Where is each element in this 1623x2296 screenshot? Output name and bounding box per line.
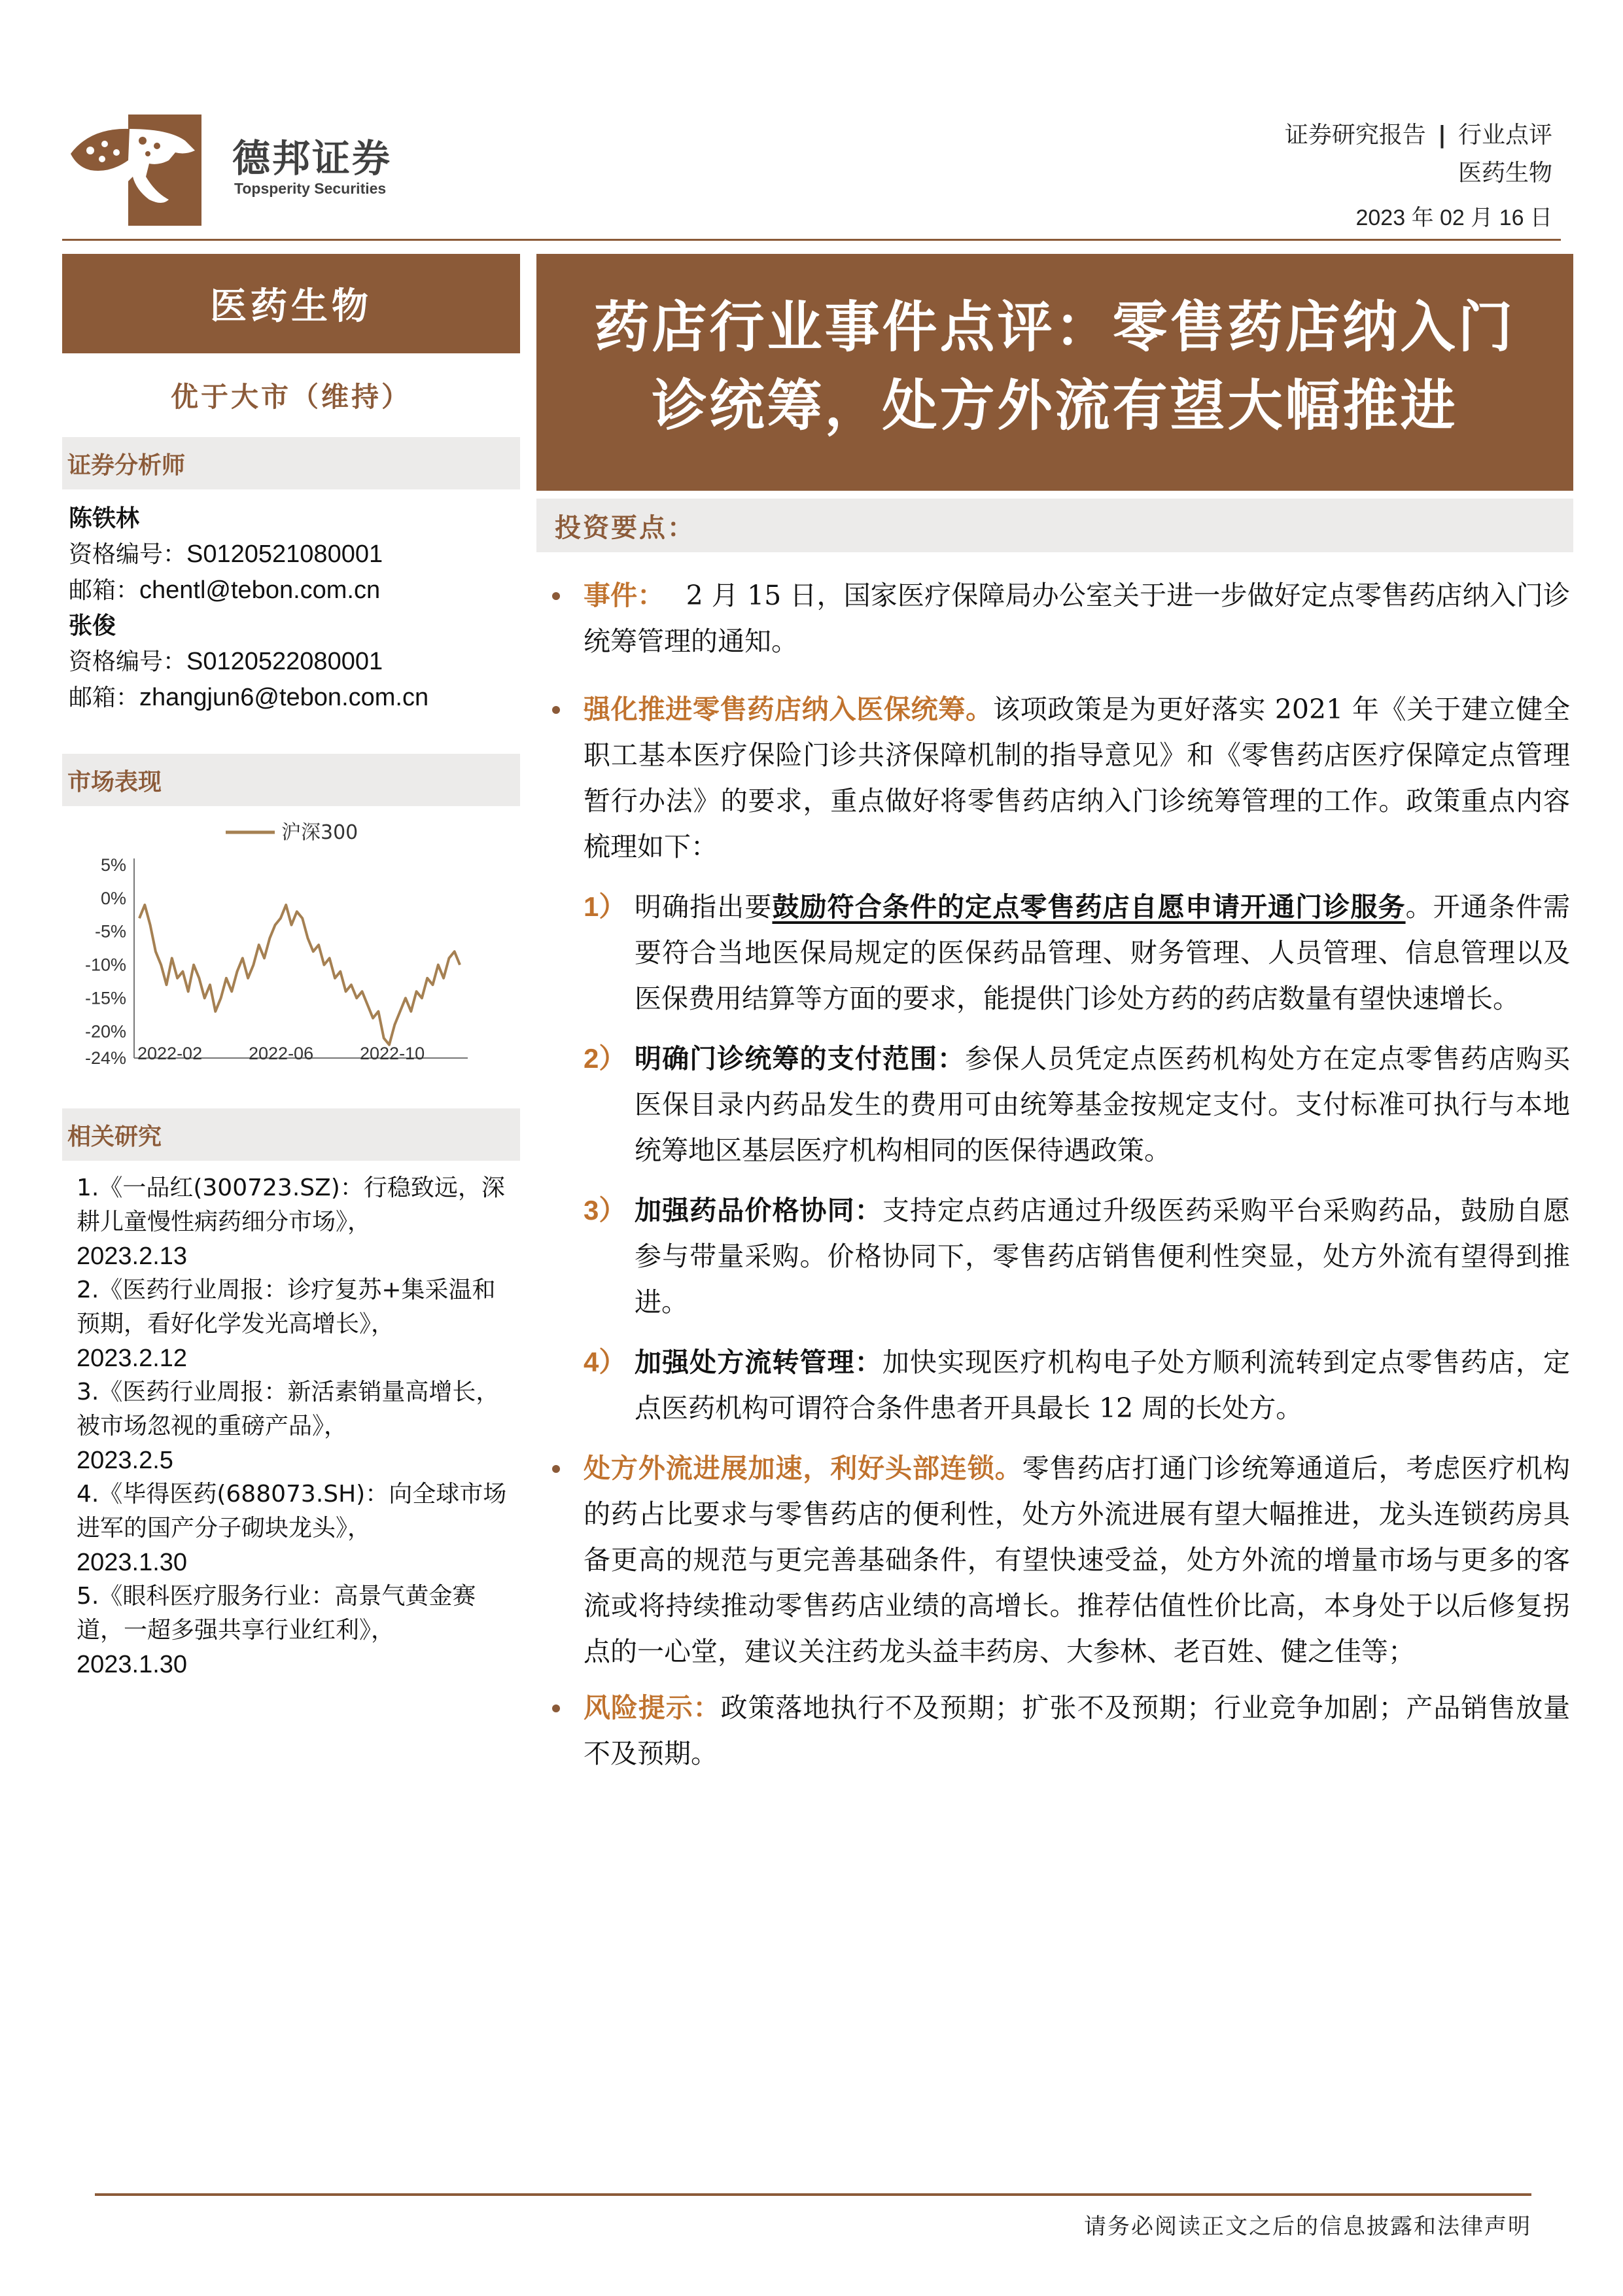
- chart-x-tick-label: 2022-02: [137, 1044, 203, 1063]
- outflow-paragraph: [543, 1445, 1570, 1674]
- email-label: 邮箱：: [69, 577, 140, 604]
- analyst-email: [69, 573, 520, 609]
- report-kind: 行业点评: [1457, 122, 1552, 149]
- report-date: 2023 年 02 月 16 日: [1355, 205, 1552, 230]
- analyst-cert: [69, 644, 520, 680]
- related-title: 2.《医药行业周报：诊疗复苏+集采温和预期，看好化学发光高增长》，: [77, 1277, 496, 1337]
- brand-name: 德邦证券: [232, 136, 393, 181]
- related-date: 2023.1.30: [77, 1549, 188, 1576]
- report-type: 证券研究报告: [1284, 122, 1426, 149]
- market-heading: 市场表现: [62, 754, 520, 806]
- point-text: 明确指出要: [635, 891, 773, 923]
- title-line-2: 诊统筹，处方外流有望大幅推进: [652, 373, 1458, 438]
- analyst-cert: [69, 537, 520, 573]
- point-text: 参保人员凭定点医药机构处方在定点零售药店购买医保目录内药品发生的费用可由统筹基金按规定支付。支付标准可执行与本地统筹地区基层医疗机构相同的医保待遇政策。: [635, 1043, 1571, 1166]
- point-heading: 加强药品价格协同：: [635, 1195, 882, 1226]
- risk-paragraph: [543, 1685, 1570, 1776]
- chart-y-tick-label: -5%: [94, 921, 126, 942]
- cert-label: 资格编号：: [69, 648, 187, 675]
- policy-label: 强化推进零售药店纳入医保统筹。: [584, 694, 993, 725]
- meta-separator: |: [1437, 122, 1446, 149]
- point-number: 2）: [584, 1043, 627, 1074]
- related-item[interactable]: [77, 1375, 514, 1477]
- outflow-text: 零售药店打通门诊统筹通道后，考虑医疗机构的药占比要求与零售药店的便利性，处方外流进展有望大幅推进，龙头连锁药房具备更高的规范与更完善基础条件，有望快速受益，处方外流的增量市场与更多的客流或将持续推动零售药店业绩的高增长。推荐估值性价比高，本身处于以后修复拐点的一心堂，建议关注药龙头益丰药房、大参林、老百姓、健之佳等；: [584, 1453, 1571, 1667]
- policy-paragraph: [543, 686, 1570, 870]
- policy-text: 该项政策是为更好落实 2021 年《关于建立健全职工基本医疗保险门诊共济保障机制的指导意见》和《零售药店医疗保障定点管理暂行办法》的要求，重点做好将零售药店纳入门诊统筹管理的工作。政策重点内容梳理如下：: [584, 694, 1571, 862]
- point-number: 3）: [584, 1195, 627, 1226]
- analyst-heading: 证券分析师: [62, 437, 520, 489]
- analyst-email: [69, 680, 520, 716]
- risk-label: 风险提示：: [584, 1692, 721, 1723]
- point-text: 加快实现医疗机构电子处方顺利流转到定点零售药店，定点医药机构可谓符合条件患者开具最长 12 周的长处方。: [635, 1347, 1571, 1424]
- sector-box: 医药生物: [62, 254, 520, 353]
- report-title: [536, 254, 1573, 491]
- point-3: [543, 1188, 1570, 1325]
- email-label: 邮箱：: [69, 684, 140, 711]
- related-title: 5.《眼科医疗服务行业：高景气黄金赛道，一超多强共享行业红利》，: [77, 1583, 476, 1644]
- chart-x-tick-label: 2022-06: [249, 1044, 314, 1063]
- related-title: 3.《医药行业周报：新活素销量高增长，被市场忽视的重磅产品》，: [77, 1379, 500, 1439]
- point-4: [543, 1339, 1570, 1431]
- risk-text: 政策落地执行不及预期；扩张不及预期；行业竞争加剧；产品销售放量不及预期。: [584, 1692, 1571, 1769]
- sidebar: [62, 254, 520, 1682]
- footer-disclaimer: 请务必阅读正文之后的信息披露和法律声明: [1084, 2214, 1531, 2240]
- email-address[interactable]: zhangjun6@tebon.com.cn: [139, 684, 429, 711]
- point-text: 。开通条件需要符合当地医保局规定的医保药品管理、财务管理、人员管理、信息管理以及医保费用结算等方面的要求，能提供门诊处方药的药店数量有望快速增长。: [635, 891, 1571, 1014]
- chart-y-tick-label: -10%: [84, 955, 126, 975]
- related-item[interactable]: [77, 1580, 514, 1682]
- related-item[interactable]: [77, 1273, 514, 1375]
- event-text: 2 月 15 日，国家医疗保障局办公室关于进一步做好定点零售药店纳入门诊统筹管理的通知。: [584, 580, 1570, 657]
- report-body: [543, 573, 1570, 1787]
- brand-logo: [71, 115, 201, 226]
- cert-number: S0120521080001: [186, 540, 383, 568]
- chart-y-tick-label: -24%: [84, 1048, 126, 1068]
- event-paragraph: [543, 573, 1570, 664]
- report-sector: 医药生物: [1457, 160, 1552, 186]
- chart-legend-label: 沪深300: [281, 821, 358, 844]
- analyst-list: [62, 489, 520, 716]
- point-1: [543, 884, 1570, 1021]
- rating: 优于大市（维持）: [170, 381, 411, 413]
- cert-number: S0120522080001: [186, 648, 383, 675]
- title-line-1: 药店行业事件点评：零售药店纳入门: [594, 294, 1516, 359]
- chart-y-tick-label: 0%: [100, 888, 126, 908]
- point-text: 支持定点药店通过升级医药采购平台采购药品，鼓励自愿参与带量采购。价格协同下，零售药店销售便利性突显，处方外流有望得到推进。: [635, 1195, 1571, 1318]
- related-heading: 相关研究: [62, 1108, 520, 1161]
- chart-y-tick-label: -20%: [84, 1021, 126, 1042]
- cert-label: 资格编号：: [69, 541, 187, 568]
- related-date: 2023.2.13: [77, 1243, 188, 1270]
- outflow-label: 处方外流进展加速，利好头部连锁。: [584, 1453, 1022, 1484]
- brand-name-en: Topsperity Securities: [234, 180, 387, 197]
- related-item[interactable]: [77, 1477, 514, 1580]
- email-address[interactable]: chentl@tebon.com.cn: [139, 576, 381, 604]
- report-meta: [1285, 116, 1552, 192]
- related-date: 2023.2.12: [77, 1345, 188, 1372]
- header-divider: [62, 239, 1561, 241]
- point-number: 4）: [584, 1347, 627, 1377]
- related-item[interactable]: [77, 1171, 514, 1273]
- analyst-name: 陈铁林: [69, 505, 140, 532]
- chart-series-line: [139, 905, 460, 1045]
- market-chart: [62, 806, 520, 1081]
- related-list: [62, 1161, 520, 1682]
- chart-y-tick-label: 5%: [100, 855, 126, 875]
- chart-y-tick-label: -15%: [84, 988, 126, 1008]
- point-underlined: 鼓励符合条件的定点零售药店自愿申请开通门诊服务: [772, 891, 1406, 923]
- chart-x-tick-label: 2022-10: [360, 1044, 425, 1063]
- analyst-name: 张俊: [69, 612, 116, 639]
- point-2: [543, 1036, 1570, 1173]
- point-heading: 明确门诊统筹的支付范围：: [635, 1043, 966, 1074]
- event-label: 事件：: [584, 580, 665, 611]
- related-date: 2023.2.5: [77, 1447, 173, 1474]
- related-title: 4.《毕得医药(688073.SH)：向全球市场进军的国产分子砌块龙头》，: [77, 1481, 507, 1542]
- point-heading: 加强处方流转管理：: [635, 1347, 882, 1378]
- related-date: 2023.1.30: [77, 1651, 188, 1678]
- investment-heading: 投资要点：: [536, 499, 1573, 552]
- point-number: 1）: [584, 891, 627, 922]
- market-chart-svg: [62, 806, 520, 1081]
- related-title: 1.《一品红(300723.SZ)：行稳致远，深耕儿童慢性病药细分市场》，: [77, 1174, 505, 1235]
- footer-divider: [95, 2193, 1531, 2196]
